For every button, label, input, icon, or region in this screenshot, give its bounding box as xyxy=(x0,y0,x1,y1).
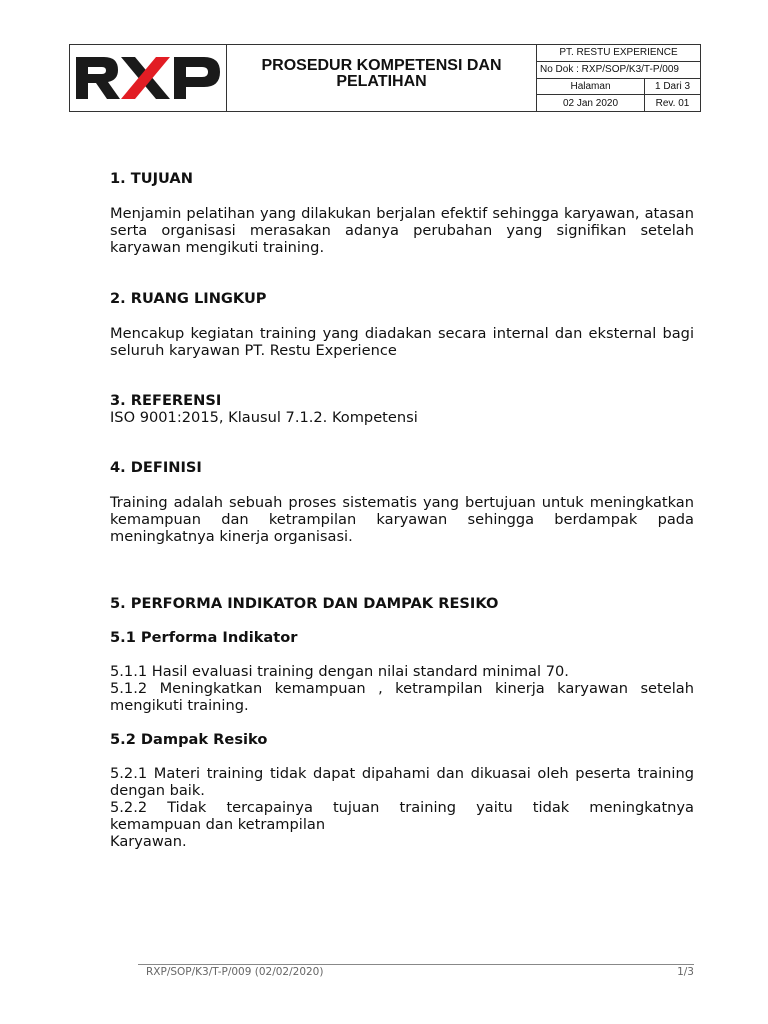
footer-doc-ref: RXP/SOP/K3/T-P/009 (02/02/2020) xyxy=(146,966,324,978)
footer-divider xyxy=(138,964,694,965)
list-item-5-2-1: 5.2.1 Materi training tidak dapat dipahami dan dikuasai oleh peserta training dengan baik. xyxy=(110,765,694,799)
document-body xyxy=(110,170,694,850)
section-text-tujuan: Menjamin pelatihan yang dilakukan berjalan efektif sehingga karyawan, atasan serta organisasi merasakan adanya perubahan yang signifikan setelah karyawan mengikuti training. xyxy=(110,205,694,256)
document-title xyxy=(227,45,537,111)
page-label: Halaman xyxy=(537,79,645,95)
section-heading-definisi: 4. DEFINISI xyxy=(110,459,202,476)
logo-cell xyxy=(70,45,227,111)
list-item-5-2-2: 5.2.2 Tidak tercapainya tujuan training yaitu tidak meningkatnya xyxy=(110,799,694,816)
subsection-heading-dampak: 5.2 Dampak Resiko xyxy=(110,731,268,748)
list-item-5-2-2-end: Karyawan. xyxy=(110,833,187,850)
section-heading-referensi: 3. REFERENSI xyxy=(110,392,222,409)
section-heading-performa: 5. PERFORMA INDIKATOR DAN DAMPAK RESIKO xyxy=(110,595,499,612)
list-item-5-1-1: 5.1.1 Hasil evaluasi training dengan nilai standard minimal 70. xyxy=(110,663,569,680)
doc-revision: Rev. 01 xyxy=(655,97,690,109)
page-row xyxy=(537,79,700,96)
page-footer xyxy=(146,966,694,978)
page-value: 1 Dari 3 xyxy=(654,80,690,92)
section-text-definisi: Training adalah sebuah proses sistematis yang bertujuan untuk meningkatkan kemampuan dan ketrampilan karyawan sehingga berdampak pada meningkatnya kinerja organisasi. xyxy=(110,494,694,545)
title-line-1: PROSEDUR KOMPETENSI DAN xyxy=(261,57,502,74)
company-name: PT. RESTU EXPERIENCE xyxy=(537,45,700,62)
rxp-logo xyxy=(74,55,222,101)
doc-date: 02 Jan 2020 xyxy=(537,95,645,111)
section-heading-tujuan: 1. TUJUAN xyxy=(110,170,193,187)
subsection-heading-indikator: 5.1 Performa Indikator xyxy=(110,629,298,646)
document-header xyxy=(69,44,701,112)
list-item-5-1-2: 5.1.2 Meningkatkan kemampuan , ketrampilan kinerja karyawan setelah mengikuti training. xyxy=(110,680,694,714)
section-text-referensi: ISO 9001:2015, Klausul 7.1.2. Kompetensi xyxy=(110,409,418,426)
document-meta xyxy=(537,45,700,111)
section-text-ruang-lingkup: Mencakup kegiatan training yang diadakan secara internal dan eksternal bagi seluruh karyawan PT. Restu Experience xyxy=(110,325,694,359)
date-row xyxy=(537,95,700,111)
footer-page-number: 1/3 xyxy=(677,966,694,978)
doc-number: No Dok : RXP/SOP/K3/T-P/009 xyxy=(540,64,679,76)
doc-number-row xyxy=(537,62,700,79)
section-heading-ruang-lingkup: 2. RUANG LINGKUP xyxy=(110,290,267,307)
title-line-2: PELATIHAN xyxy=(336,73,427,90)
list-item-5-2-2-cont: kemampuan dan ketrampilan xyxy=(110,816,326,833)
